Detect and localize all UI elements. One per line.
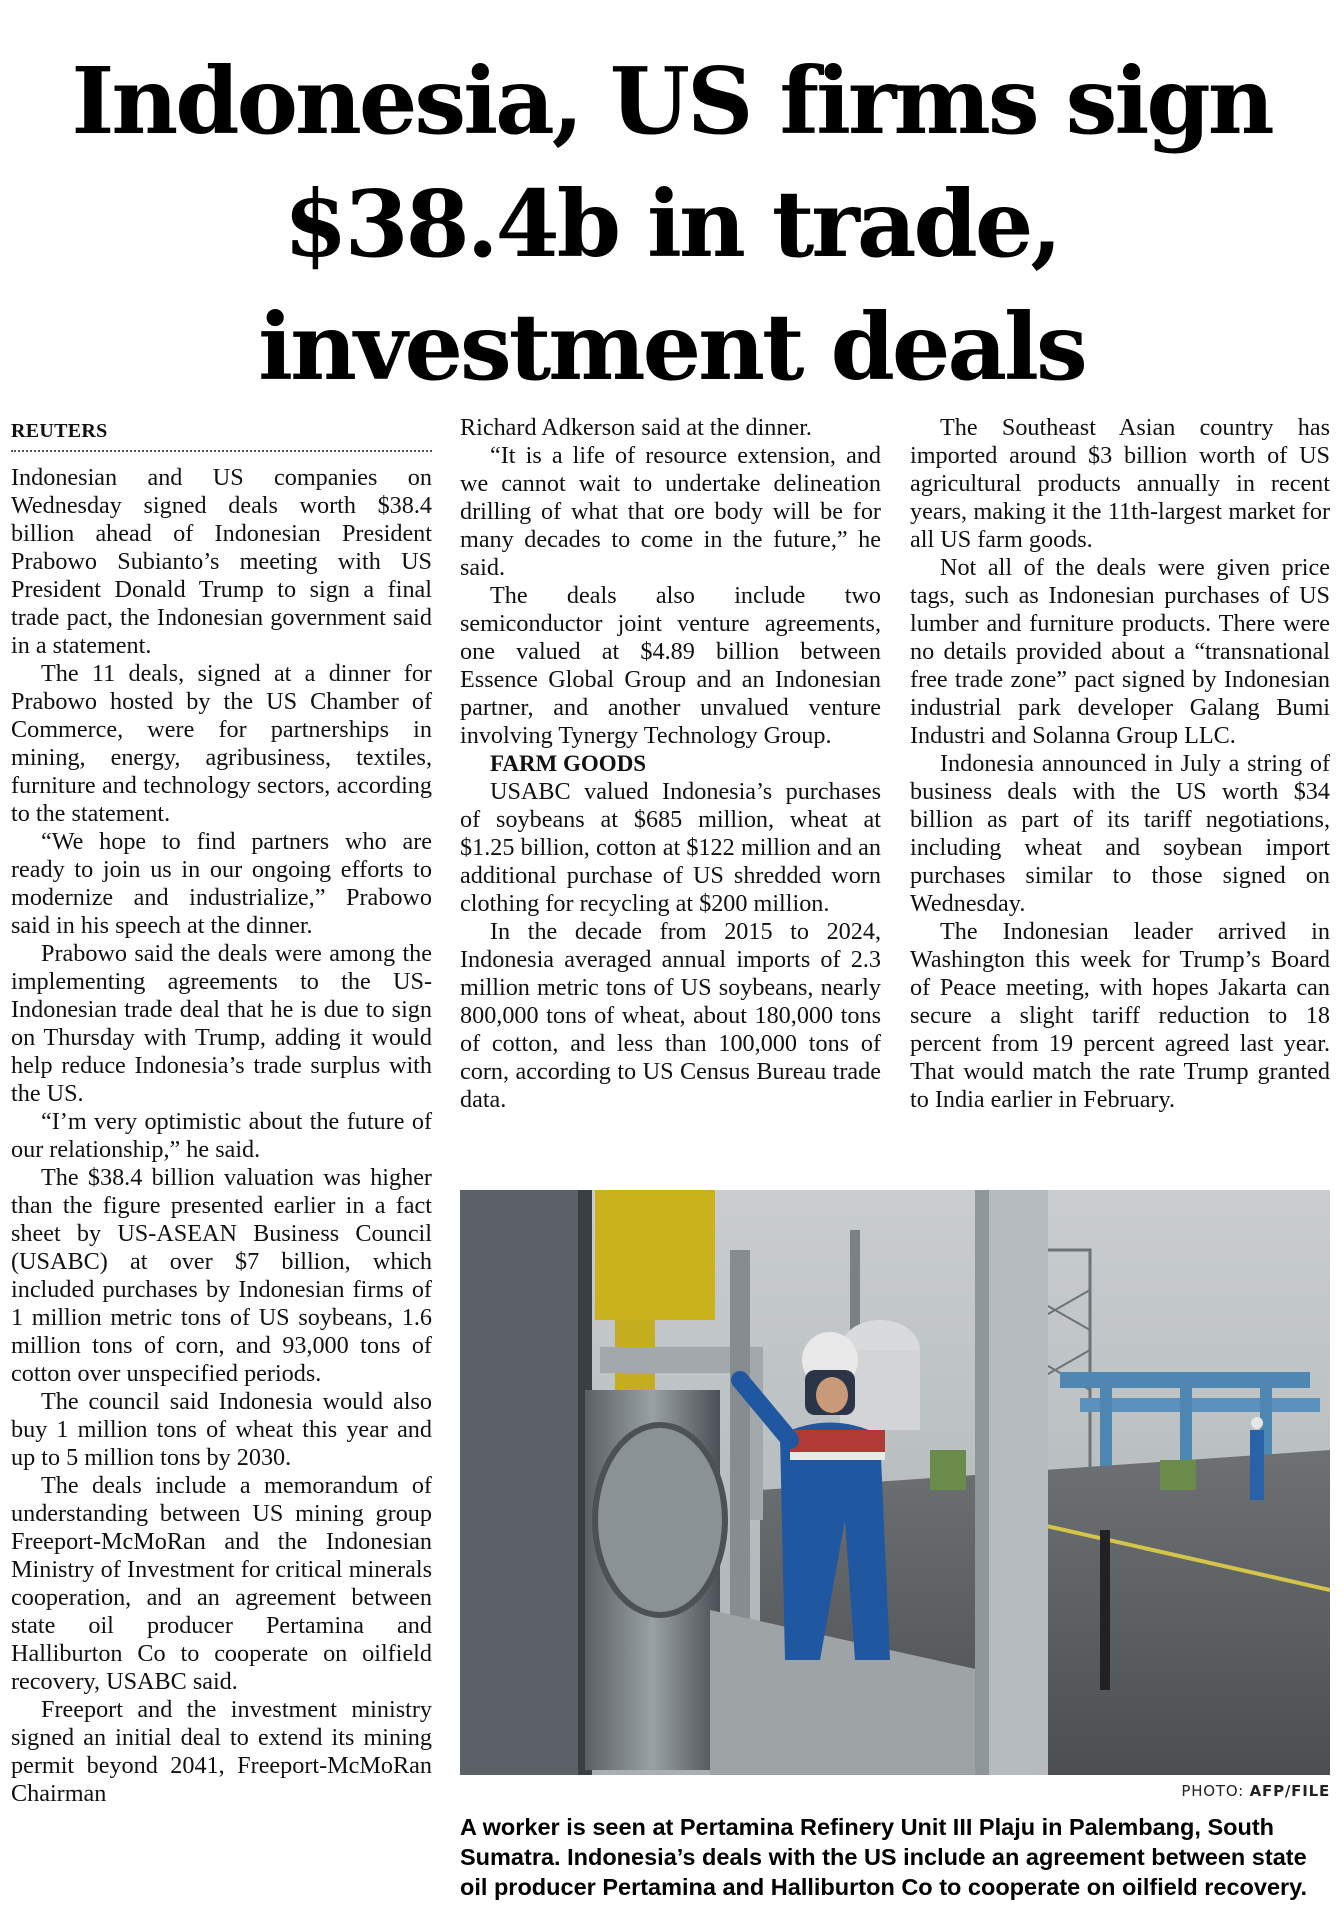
paragraph: The $38.4 billion valuation was higher than the figure presented earlier in a fact sheet by US-ASEAN Business Council (USABC) at over $7 billion, which included purchases by Indonesian firms of 1 million metric tons of US soybeans, 1.6 million tons of corn, and 93,000 tons of cotton over unspecified periods. xyxy=(11,1164,432,1387)
paragraph: The Southeast Asian country has imported around $3 billion worth of US agricultural products annually in recent years, making it the 11th-largest market for all US farm goods. xyxy=(910,414,1330,553)
paragraph: The Indonesian leader arrived in Washington this week for Trump’s Board of Peace meeting, with hopes Jakarta can secure a slight tariff reduction to 18 percent from 19 percent agreed last year. That would match the rate Trump granted to India earlier in February. xyxy=(910,918,1330,1113)
headline: Indonesia, US firms sign $38.4b in trade, investment deals xyxy=(71,47,1272,401)
paragraph: “We hope to find partners who are ready to join us in our ongoing efforts to modernize and industrialize,” Prabowo said in his speech at the dinner. xyxy=(11,828,432,939)
paragraph: The 11 deals, signed at a dinner for Prabowo hosted by the US Chamber of Commerce, were for partnerships in mining, energy, agribusiness, textiles, furniture and technology sectors, according to the statement. xyxy=(11,660,432,827)
paragraph: The council said Indonesia would also buy 1 million tons of wheat this year and up to 5 million tons by 2030. xyxy=(11,1388,432,1471)
photo-caption: A worker is seen at Pertamina Refinery Unit III Plaju in Palembang, South Sumatra. Indonesia’s deals with the US include an agreement between state oil producer Pertamina and Halliburton Co to cooperate on oilfield recovery. xyxy=(460,1814,1308,1900)
paragraph: Prabowo said the deals were among the implementing agreements to the US-Indonesian trade deal that he is due to sign on Thursday with Trump, adding it would help reduce Indonesia’s trade surplus with the US. xyxy=(11,940,432,1107)
refinery-photo-illustration xyxy=(460,1190,1330,1775)
photo-credit-label: PHOTO: xyxy=(1181,1782,1245,1800)
subhead-farm-goods: FARM GOODS xyxy=(490,751,647,776)
photo-credit xyxy=(1000,1782,1330,1800)
photo-credit-source: AFP/FILE xyxy=(1249,1782,1330,1800)
paragraph: “It is a life of resource extension, and we cannot wait to undertake delineation drilling of what that ore body will be for many decades to come in the future,” he said. xyxy=(460,442,881,581)
paragraph: Indonesia announced in July a string of business deals with the US worth $34 billion as part of its tariff negotiations, including wheat and soybean import purchases similar to those signed on Wednesday. xyxy=(910,750,1330,917)
paragraph: “I’m very optimistic about the future of our relationship,” he said. xyxy=(11,1108,432,1163)
paragraph-continuation: Richard Adkerson said at the dinner. xyxy=(460,414,812,441)
refinery-worker-photo xyxy=(460,1190,1330,1775)
column-3 xyxy=(910,414,1330,1114)
column-2 xyxy=(460,414,881,1114)
paragraph: The deals also include two semiconductor joint venture agreements, one valued at $4.89 billion between Essence Global Group and an Indonesian partner, and another unvalued venture involving Tynergy Technology Group. xyxy=(460,582,881,749)
paragraph: In the decade from 2015 to 2024, Indonesia averaged annual imports of 2.3 million metric tons of US soybeans, nearly 800,000 tons of wheat, about 180,000 tons of cotton, and less than 100,000 tons of corn, according to US Census Bureau trade data. xyxy=(460,918,881,1113)
byline: REUTERS xyxy=(11,418,432,452)
paragraph: Freeport and the investment ministry signed an initial deal to extend its mining permit beyond 2041, Freeport-McMoRan Chairman xyxy=(11,1696,432,1807)
column-1 xyxy=(11,418,432,1808)
paragraph: Not all of the deals were given price tags, such as Indonesian purchases of US lumber and furniture products. There were no details provided about a “transnational free trade zone” pact signed by Indonesian industrial park developer Galang Bumi Industri and Solanna Group LLC. xyxy=(910,554,1330,749)
paragraph: The deals include a memorandum of understanding between US mining group Freeport-McMoRan and the Indonesian Ministry of Investment for critical minerals cooperation, and an agreement between state oil producer Pertamina and Halliburton Co to cooperate on oilfield recovery, USABC said. xyxy=(11,1472,432,1695)
paragraph: USABC valued Indonesia’s purchases of soybeans at $685 million, wheat at $1.25 billion, cotton at $122 million and an additional purchase of US shredded worn clothing for recycling at $200 million. xyxy=(460,778,881,917)
paragraph: Indonesian and US companies on Wednesday signed deals worth $38.4 billion ahead of Indonesian President Prabowo Subianto’s meeting with US President Donald Trump to sign a final trade pact, the Indonesian government said in a statement. xyxy=(11,464,432,659)
